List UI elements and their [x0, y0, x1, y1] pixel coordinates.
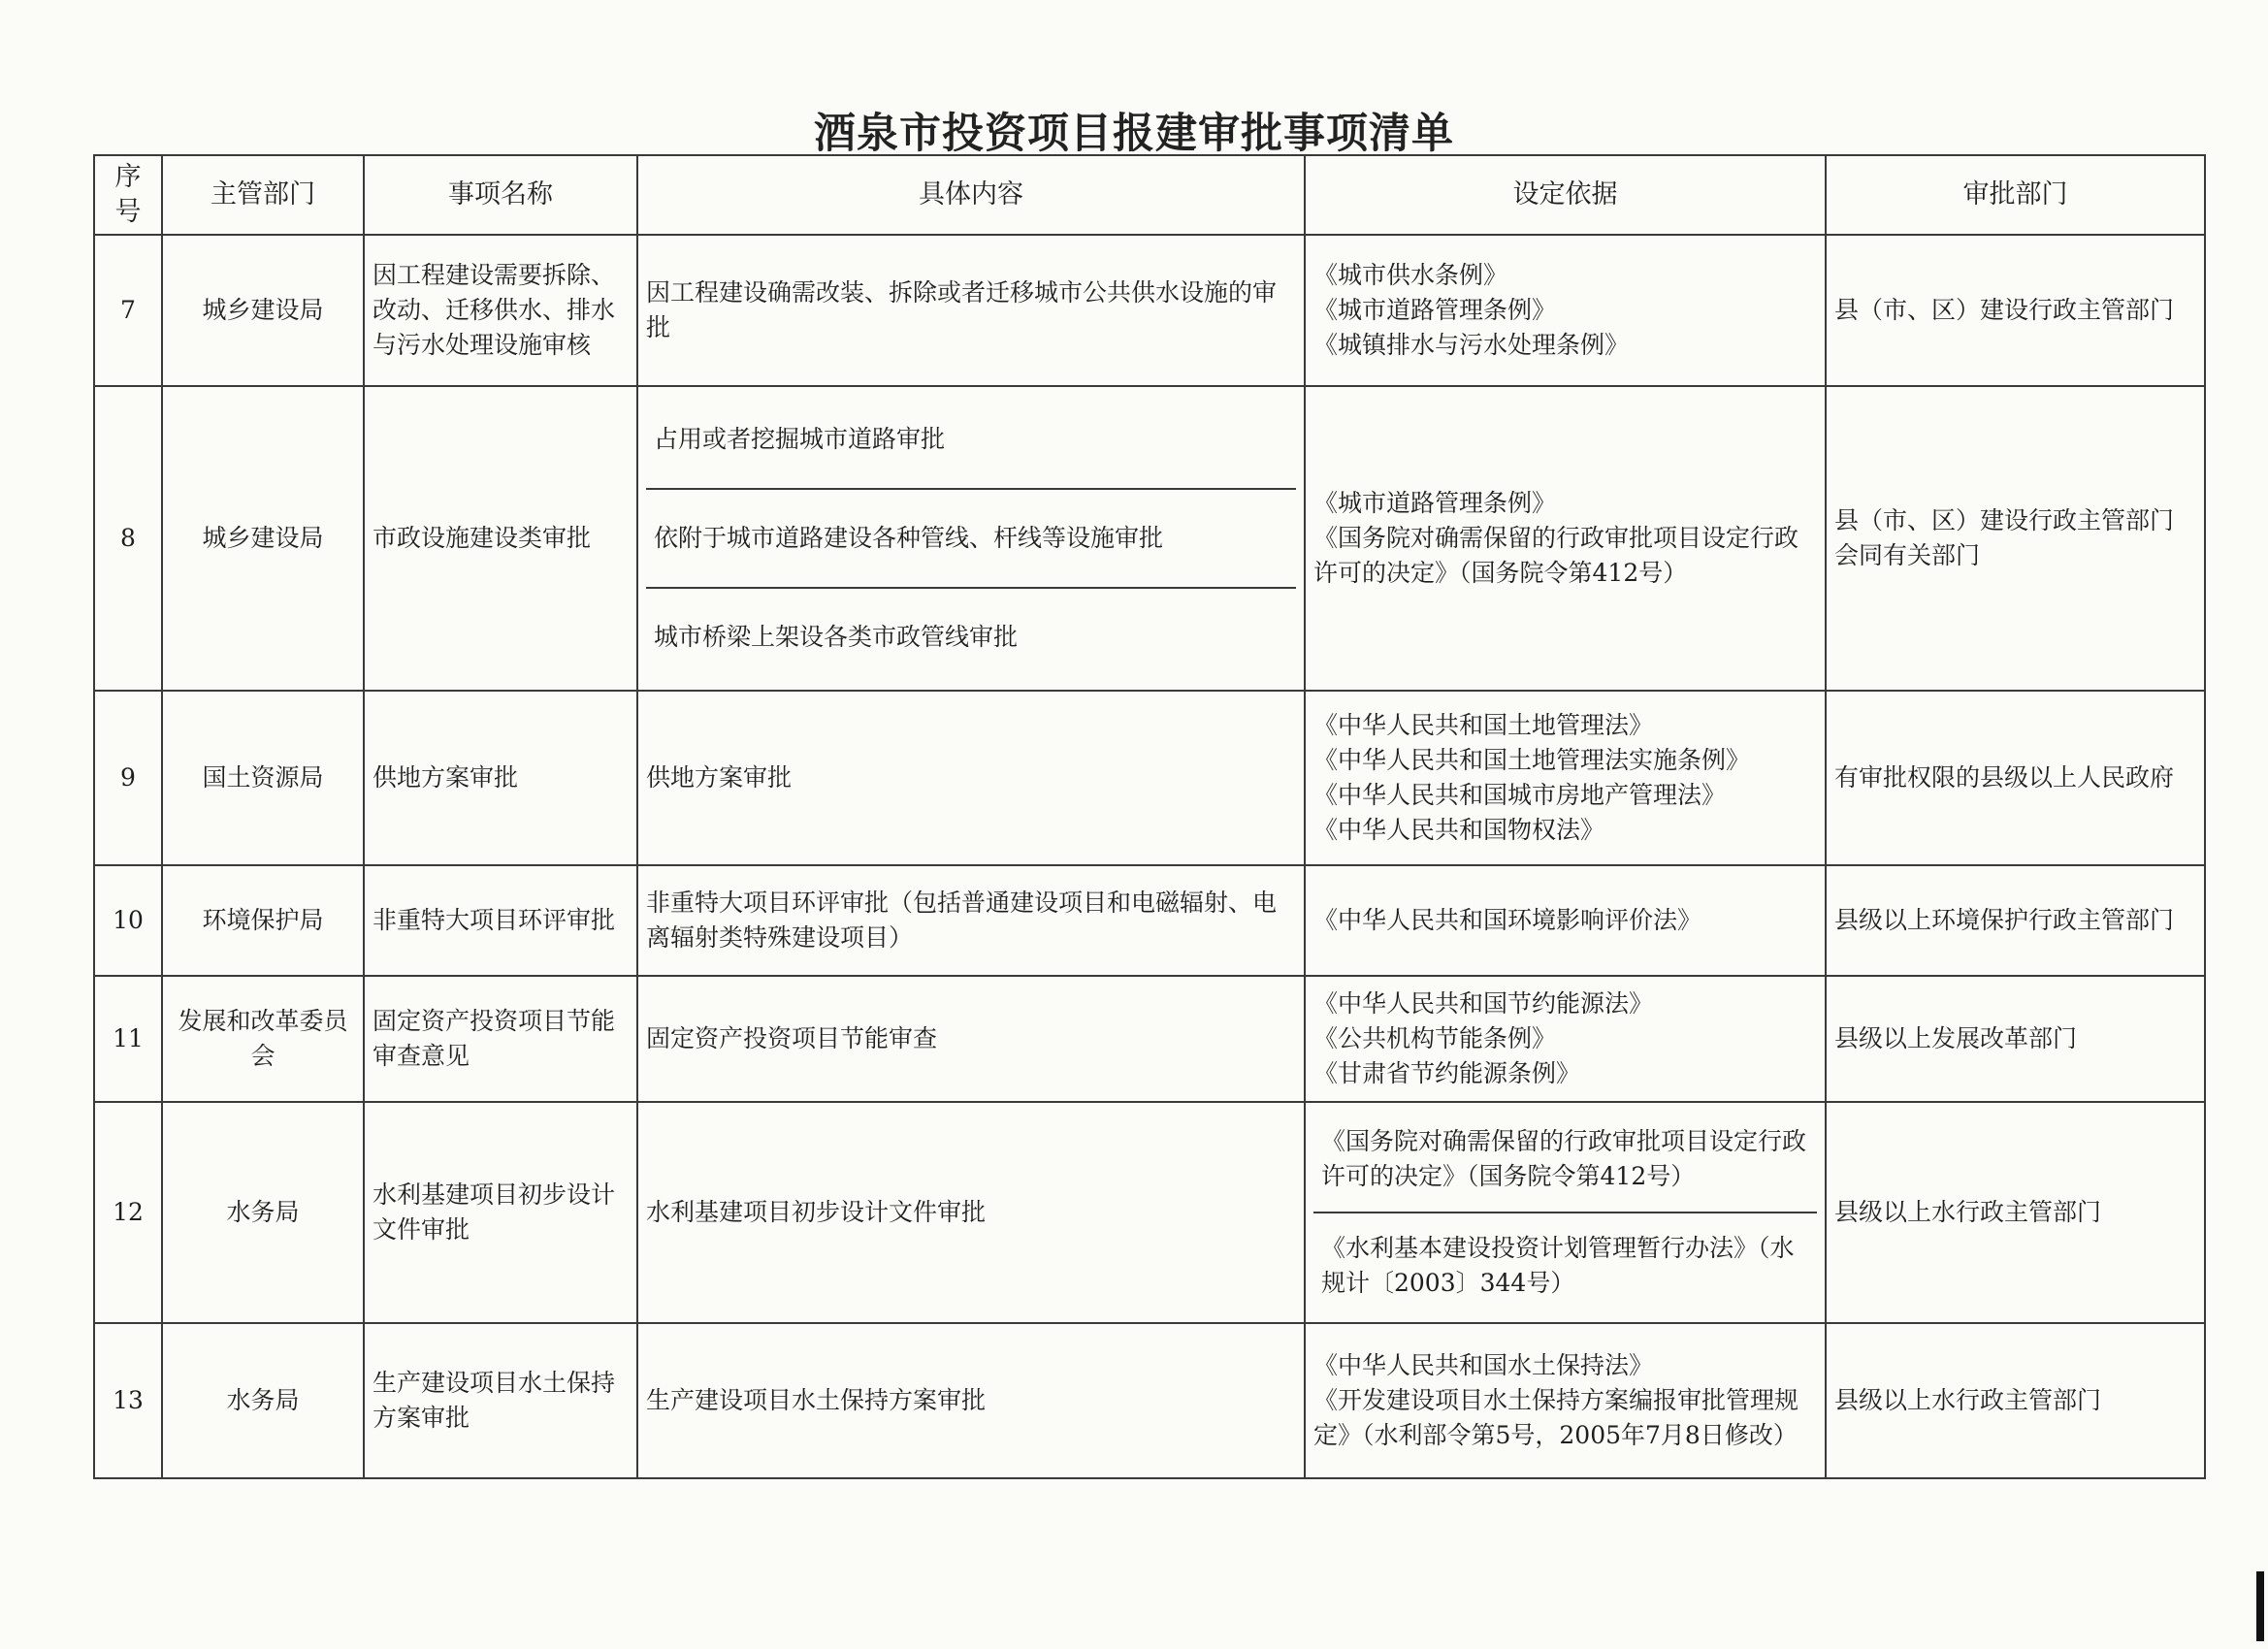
row-item: 水利基建项目初步设计文件审批 — [364, 1102, 637, 1323]
header-dept: 主管部门 — [162, 155, 364, 235]
basis-line: 《中华人民共和国物权法》 — [1313, 816, 1605, 844]
row-approver: 县级以上水行政主管部门 — [1826, 1102, 2205, 1323]
row-approver: 县级以上水行政主管部门 — [1826, 1323, 2205, 1478]
header-item: 事项名称 — [364, 155, 637, 235]
row-approver: 县级以上发展改革部门 — [1826, 976, 2205, 1102]
basis-line: 《城市道路管理条例》 — [1313, 489, 1557, 517]
row-no: 7 — [94, 235, 162, 386]
row-no: 13 — [94, 1323, 162, 1478]
content-subitem: 城市桥梁上架设各类市政管线审批 — [646, 587, 1296, 686]
basis-subitem: 《国务院对确需保留的行政审批项目设定行政许可的决定》（国务院令第412号） — [1321, 1127, 1807, 1190]
header-no: 序号 — [94, 155, 162, 235]
basis-line: 《国务院对确需保留的行政审批项目设定行政许可的决定》（国务院令第412号） — [1313, 524, 1799, 587]
row-item: 生产建设项目水土保持方案审批 — [364, 1323, 637, 1478]
row-item: 市政设施建设类审批 — [364, 386, 637, 691]
table-row — [94, 235, 2205, 386]
row-dept: 水务局 — [162, 1102, 364, 1323]
page-title: 酒泉市投资项目报建审批事项清单 — [814, 110, 1454, 158]
table-header-row — [94, 155, 2205, 235]
row-item: 固定资产投资项目节能审查意见 — [364, 976, 637, 1102]
content-subitem: 依附于城市道路建设各种管线、杆线等设施审批 — [646, 488, 1296, 587]
row-dept: 国土资源局 — [162, 691, 364, 865]
header-content: 具体内容 — [637, 155, 1305, 235]
row-no: 10 — [94, 865, 162, 976]
row-content — [637, 386, 1305, 691]
basis-line: 《开发建设项目水土保持方案编报审批管理规定》（水利部令第5号，2005年7月8日修改） — [1313, 1386, 1799, 1449]
basis-line: 《中华人民共和国环境影响评价法》 — [1313, 906, 1702, 934]
row-item: 非重特大项目环评审批 — [364, 865, 637, 976]
row-content: 水利基建项目初步设计文件审批 — [637, 1102, 1305, 1323]
table-row — [94, 691, 2205, 865]
row-dept: 水务局 — [162, 1323, 364, 1478]
basis-line: 《中华人民共和国节约能源法》 — [1313, 989, 1654, 1018]
basis-line: 《中华人民共和国土地管理法实施条例》 — [1313, 746, 1751, 774]
row-dept: 环境保护局 — [162, 865, 364, 976]
row-no: 9 — [94, 691, 162, 865]
row-approver: 县（市、区）建设行政主管部门会同有关部门 — [1826, 386, 2205, 691]
row-approver: 有审批权限的县级以上人民政府 — [1826, 691, 2205, 865]
row-basis — [1305, 976, 1826, 1102]
row-content: 因工程建设确需改装、拆除或者迁移城市公共供水设施的审批 — [637, 235, 1305, 386]
basis-line: 《中华人民共和国水土保持法》 — [1313, 1351, 1654, 1379]
basis-line: 《公共机构节能条例》 — [1313, 1024, 1557, 1052]
table-row — [94, 1102, 2205, 1323]
row-no: 12 — [94, 1102, 162, 1323]
header-approver: 审批部门 — [1826, 155, 2205, 235]
basis-line: 《城市道路管理条例》 — [1313, 296, 1557, 324]
row-content: 固定资产投资项目节能审查 — [637, 976, 1305, 1102]
row-no: 11 — [94, 976, 162, 1102]
table-row — [94, 976, 2205, 1102]
basis-line: 《城镇排水与污水处理条例》 — [1313, 331, 1630, 359]
row-item: 供地方案审批 — [364, 691, 637, 865]
row-basis — [1305, 386, 1826, 691]
content-sublist — [646, 391, 1296, 686]
row-basis — [1305, 235, 1826, 386]
row-item: 因工程建设需要拆除、改动、迁移供水、排水与污水处理设施审核 — [364, 235, 637, 386]
row-basis — [1305, 865, 1826, 976]
row-dept: 城乡建设局 — [162, 386, 364, 691]
header-basis: 设定依据 — [1305, 155, 1826, 235]
row-content: 供地方案审批 — [637, 691, 1305, 865]
basis-sublist — [1313, 1107, 1817, 1318]
basis-line: 《城市供水条例》 — [1313, 261, 1508, 289]
row-basis — [1305, 1102, 1826, 1323]
scan-edge-mark — [2256, 1571, 2264, 1641]
table-row — [94, 386, 2205, 691]
row-approver: 县级以上环境保护行政主管部门 — [1826, 865, 2205, 976]
basis-subitem: 《水利基本建设投资计划管理暂行办法》（水规计〔2003〕344号） — [1313, 1212, 1817, 1318]
row-no: 8 — [94, 386, 162, 691]
row-basis — [1305, 1323, 1826, 1478]
table-row — [94, 865, 2205, 976]
row-dept: 城乡建设局 — [162, 235, 364, 386]
row-basis — [1305, 691, 1826, 865]
basis-line: 《甘肃省节约能源条例》 — [1313, 1059, 1581, 1087]
row-content: 生产建设项目水土保持方案审批 — [637, 1323, 1305, 1478]
row-content: 非重特大项目环评审批（包括普通建设项目和电磁辐射、电离辐射类特殊建设项目） — [637, 865, 1305, 976]
content-subitem: 占用或者挖掘城市道路审批 — [654, 425, 946, 453]
row-approver: 县（市、区）建设行政主管部门 — [1826, 235, 2205, 386]
table-row — [94, 1323, 2205, 1478]
approval-table — [93, 154, 2206, 1479]
basis-line: 《中华人民共和国土地管理法》 — [1313, 711, 1654, 739]
basis-line: 《中华人民共和国城市房地产管理法》 — [1313, 781, 1727, 809]
row-dept: 发展和改革委员会 — [162, 976, 364, 1102]
